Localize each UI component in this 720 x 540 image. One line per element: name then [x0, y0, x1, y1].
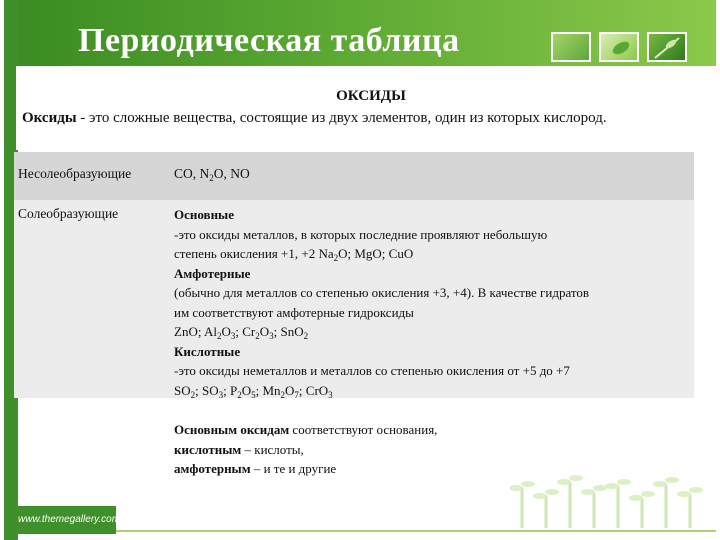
footer-line — [116, 530, 716, 532]
stem-icon — [649, 34, 685, 60]
acidic-oxides-examples: $SO_2$; $SO_3$; $P_2O_5$; $Mn_2O_7$; CrO$_3$ — [174, 382, 333, 400]
definition-body: - это сложные вещества, состоящие из двух элементов, один из которых кислород. — [76, 110, 607, 126]
row-label: Несолеобразующие — [18, 166, 132, 181]
table-row-salt-forming — [14, 200, 694, 398]
amphoteric-oxides-examples: ZnO; $Al_2O_3$; $Cr_2O_3$; SnO$_2$ — [174, 324, 309, 341]
page-title: Периодическая таблица — [78, 22, 460, 59]
amphoteric-oxides-desc-2: им соответствуют амфотерные гидроксиды — [174, 304, 414, 320]
table-row-non-salt-forming — [14, 152, 694, 200]
definition-box — [16, 66, 698, 150]
definition-text — [22, 109, 696, 128]
summary-text: Основным оксидам соответствуют основания, кислотным – кислоты, амфотерным – и те и другие — [174, 422, 438, 476]
row-label: Солеобразующие — [18, 206, 119, 221]
leaf-icon — [601, 34, 637, 60]
definition-term: Оксиды — [22, 110, 77, 126]
basic-oxides-title: Основные — [174, 207, 234, 222]
section-heading: ОКСИДЫ — [336, 88, 406, 104]
formula: CO — [174, 166, 193, 181]
basic-oxides-examples: степень окисления +1, +2 $Na_2O$; MgO; CuO — [174, 246, 414, 263]
leaf-thumbnail-icon — [647, 32, 687, 62]
oxide-types — [174, 205, 694, 400]
leaf-thumbnail-icon — [599, 32, 639, 62]
leaf-thumbnail-icon — [551, 32, 591, 62]
acidic-oxides-title: Кислотные — [174, 343, 241, 359]
formula-list: CO, $N_2O$, NO — [174, 166, 250, 183]
formula: NO — [230, 166, 250, 181]
basic-oxides-desc: -это оксиды металлов, в которых последние проявляют небольшую — [174, 226, 548, 242]
amphoteric-oxides-title: Амфотерные — [174, 265, 251, 281]
sprout-decoration-icon — [510, 470, 710, 528]
amphoteric-oxides-desc: (обычно для металлов со степенью окисления +3, +4). В качестве гидратов — [174, 285, 590, 300]
acidic-oxides-desc: -это оксиды неметаллов и металлов со степенью окисления от +5 до +7 — [174, 363, 570, 378]
formula: N — [199, 166, 210, 181]
footer-website: www.themegallery.com — [18, 514, 121, 525]
